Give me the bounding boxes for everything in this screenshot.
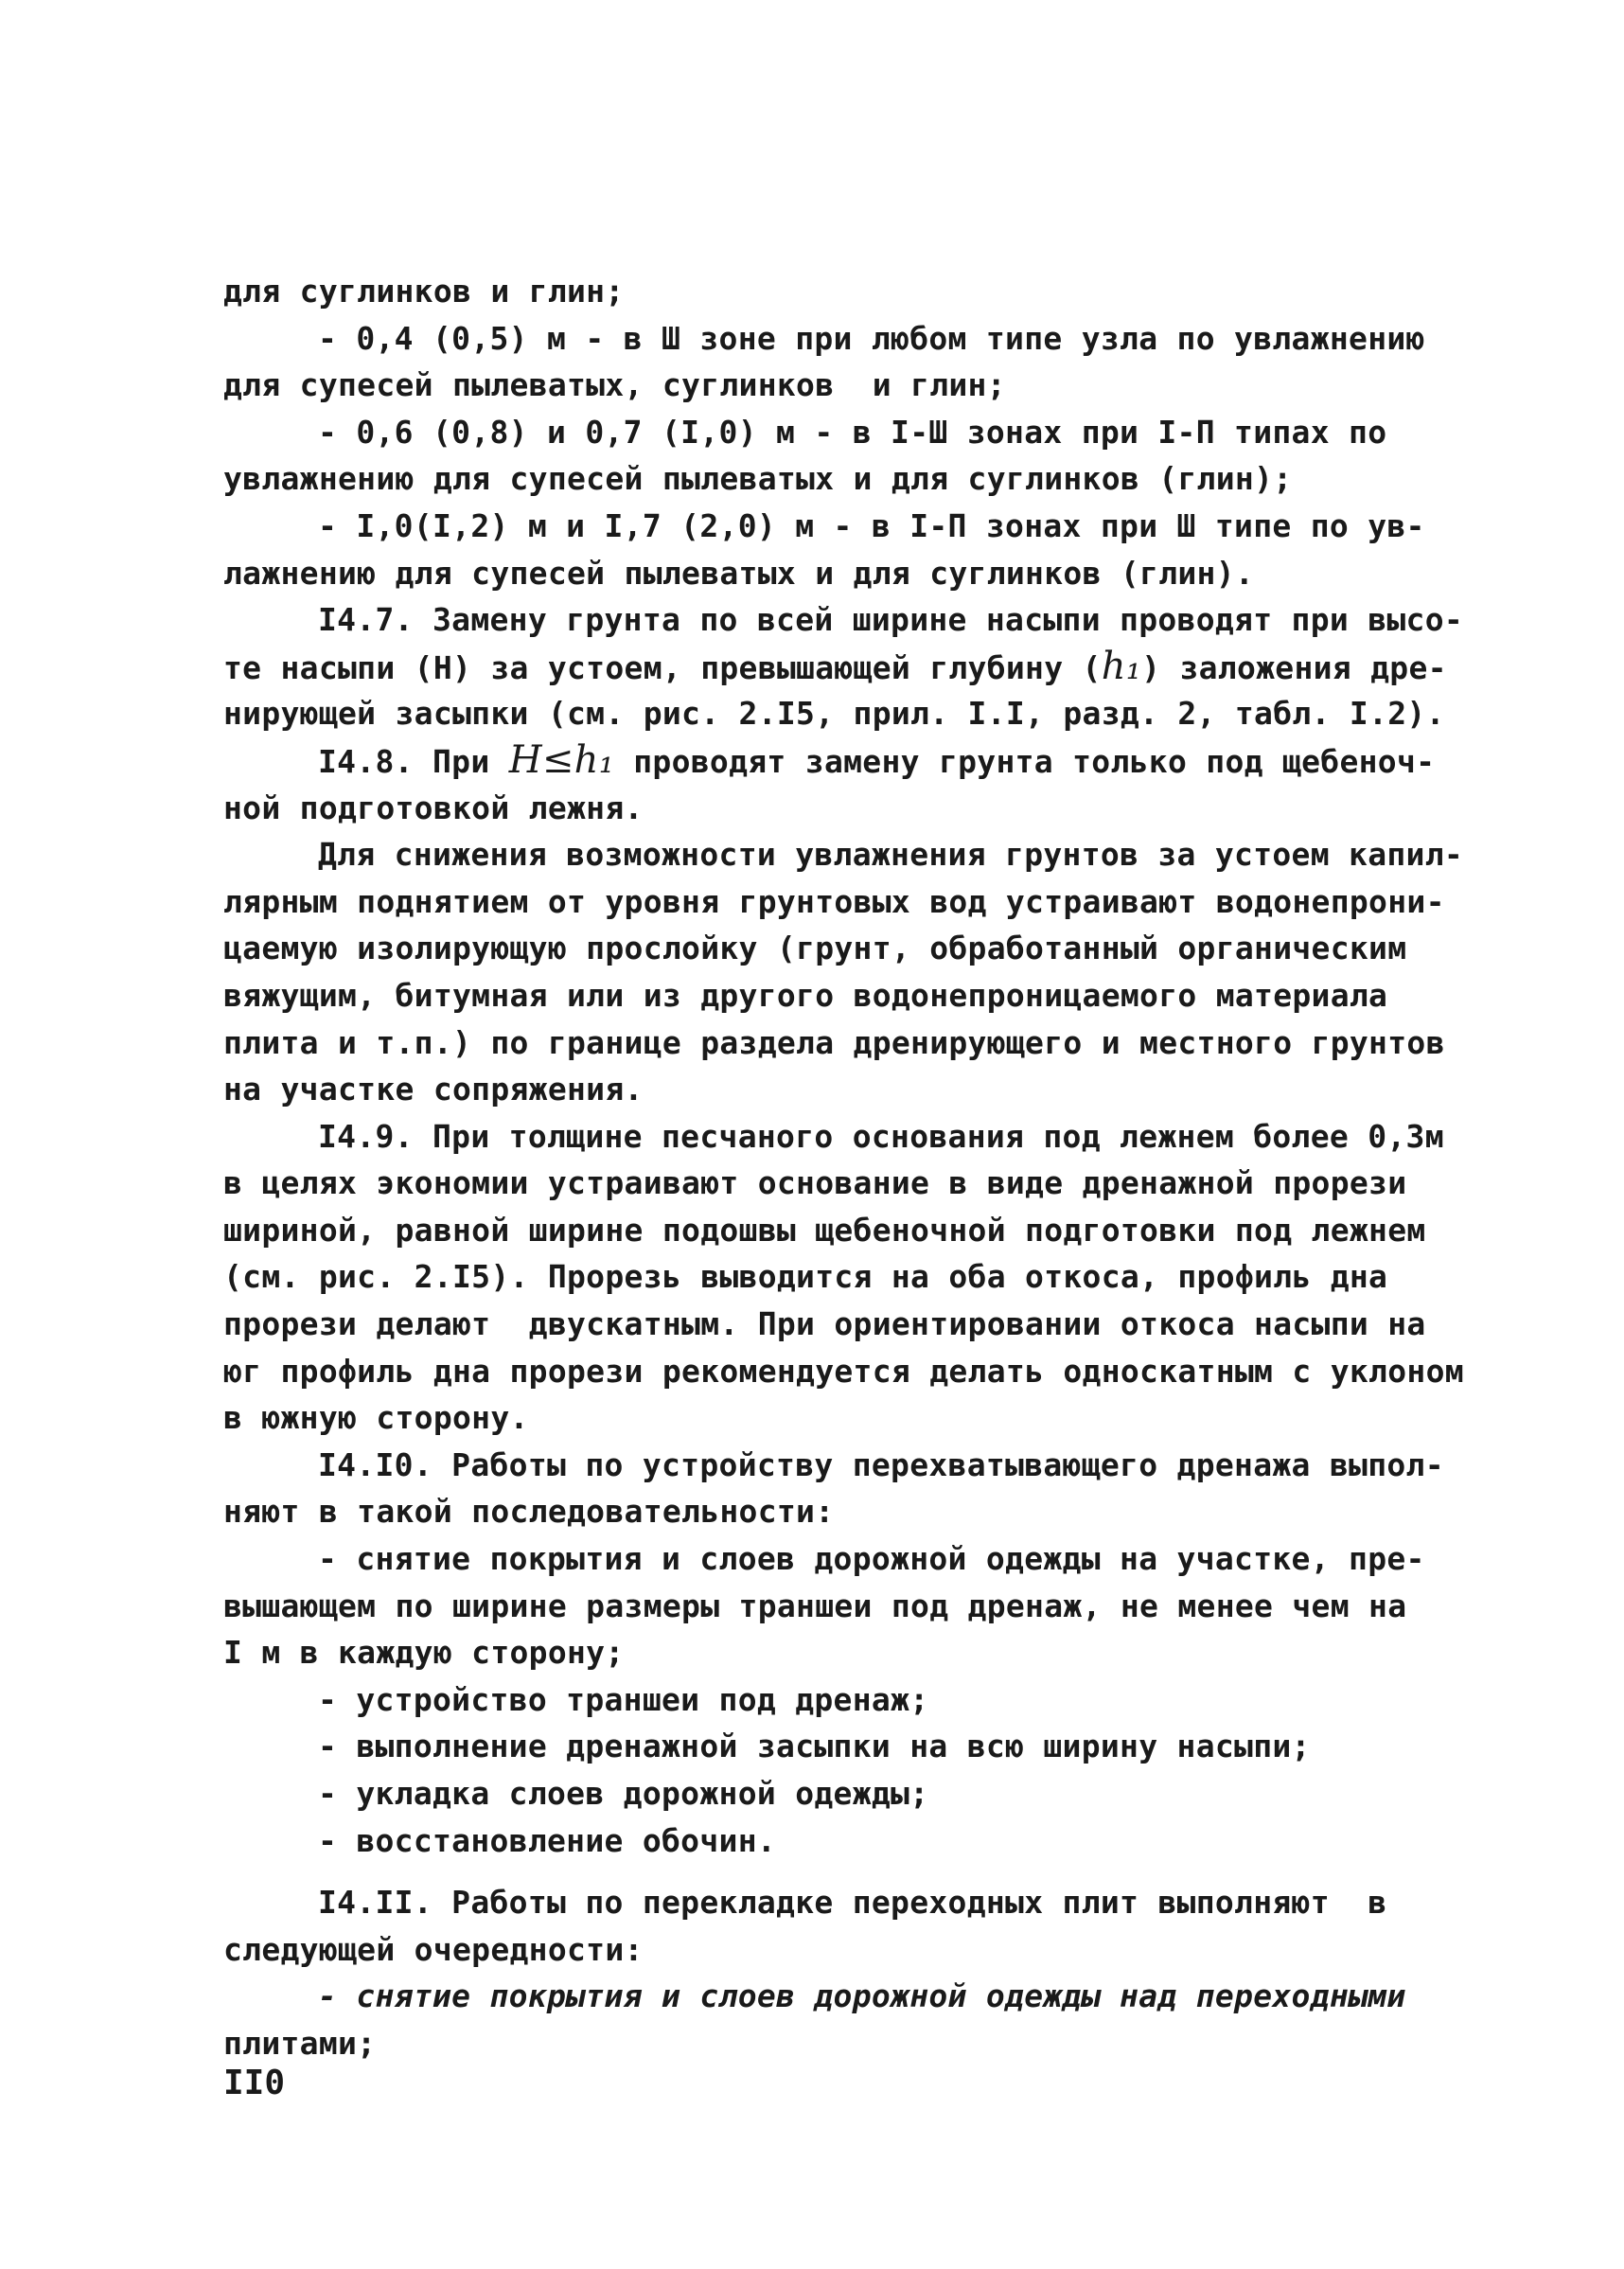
paragraph-14-7: I4.7. Замену грунта по всей ширине насыпи проводят при высо- — [318, 601, 1464, 639]
text-line: в южную сторону. — [223, 1399, 529, 1437]
paragraph-start: Для снижения возможности увлажнения грунтов за устоем капил- — [318, 836, 1464, 874]
text-fragment: I4.8. При — [318, 742, 490, 780]
text-line: в целях экономии устраивают основание в виде дренажной прорези — [223, 1164, 1407, 1202]
text-line: лажнению для супесей пылеватых и для суглинков (глин). — [223, 554, 1255, 592]
text-line-with-formula — [223, 644, 1473, 691]
text-line: вяжущим, битумная или из другого водонепроницаемого материала — [223, 976, 1388, 1014]
list-item: - I,0(I,2) м и I,7 (2,0) м - в I-П зонах при Ш типе по ув- — [318, 506, 1425, 544]
text-line: шириной, равной ширине подошвы щебеночной подготовки под лежнем — [223, 1211, 1426, 1249]
text-line: прорези делают двускатным. При ориентировании откоса насыпи на — [223, 1305, 1426, 1343]
paragraph-14-11: I4.II. Работы по перекладке переходных плит выполняют в — [318, 1884, 1387, 1922]
text-line: лярным поднятием от уровня грунтовых вод устраивают водонепрони- — [223, 882, 1445, 920]
list-item: - выполнение дренажной засыпки на всю ширину насыпи; — [318, 1728, 1311, 1765]
text-line: I м в каждую сторону; — [223, 1634, 625, 1672]
paragraph-14-10: I4.I0. Работы по устройству перехватывающего дренажа выпол- — [318, 1445, 1444, 1483]
text-line: (см. рис. 2.I5). Прорезь выводится на оба откоса, профиль дна — [223, 1258, 1388, 1296]
text-fragment: те насыпи (Н) за устоем, превышающей глубину ( — [223, 648, 1102, 686]
text-line: вышающем по ширине размеры траншеи под дренаж, не менее чем на — [223, 1587, 1407, 1624]
list-item: - снятие покрытия и слоев дорожной одежды на участке, пре- — [318, 1540, 1425, 1578]
text-line: увлажнению для супесей пылеватых и для суглинков (глин); — [223, 460, 1293, 498]
list-item: - укладка слоев дорожной одежды; — [318, 1775, 929, 1812]
page-number: II0 — [223, 2064, 286, 2102]
text-line: для суглинков и глин; — [223, 273, 625, 310]
list-item: - 0,6 (0,8) и 0,7 (I,0) м - в I-Ш зонах при I-П типах по — [318, 413, 1387, 451]
list-item: - снятие покрытия и слоев дорожной одежды над переходными — [318, 1977, 1406, 2015]
body-text — [223, 268, 1473, 2067]
text-line: нирующей засыпки (см. рис. 2.I5, прил. I.I, разд. 2, табл. I.2). — [223, 695, 1445, 733]
paragraph-14-8 — [223, 737, 1473, 785]
text-line: ной подготовкой лежня. — [223, 789, 644, 826]
list-item: - восстановление обочин. — [318, 1821, 777, 1859]
text-line: следующей очередности: — [223, 1930, 644, 1968]
list-item: - устройство траншеи под дренаж; — [318, 1680, 929, 1718]
text-line: плитами; — [223, 2024, 377, 2062]
formula-h-le-h1: H≤h₁ — [508, 737, 615, 782]
text-line: юг профиль дна прорези рекомендуется делать односкатным с уклоном — [223, 1352, 1464, 1390]
text-line: для супесей пылеватых, суглинков и глин; — [223, 366, 1006, 404]
text-line: цаемую изолирующую прослойку (грунт, обработанный органическим — [223, 930, 1407, 967]
paragraph-gap — [223, 1864, 1473, 1879]
text-fragment: проводят замену грунта только под щебеноч- — [614, 742, 1436, 780]
text-line: плита и т.п.) по границе раздела дренирующего и местного грунтов — [223, 1023, 1445, 1061]
paragraph-14-9: I4.9. При толщине песчаного основания под лежнем более 0,3м — [318, 1117, 1444, 1155]
list-item: - 0,4 (0,5) м - в Ш зоне при любом типе узла по увлажнению — [318, 319, 1425, 357]
text-line: няют в такой последовательности: — [223, 1493, 835, 1531]
text-fragment: ) заложения дре- — [1141, 648, 1447, 686]
formula-h1: h₁ — [1101, 644, 1142, 688]
text-line: на участке сопряжения. — [223, 1071, 644, 1108]
